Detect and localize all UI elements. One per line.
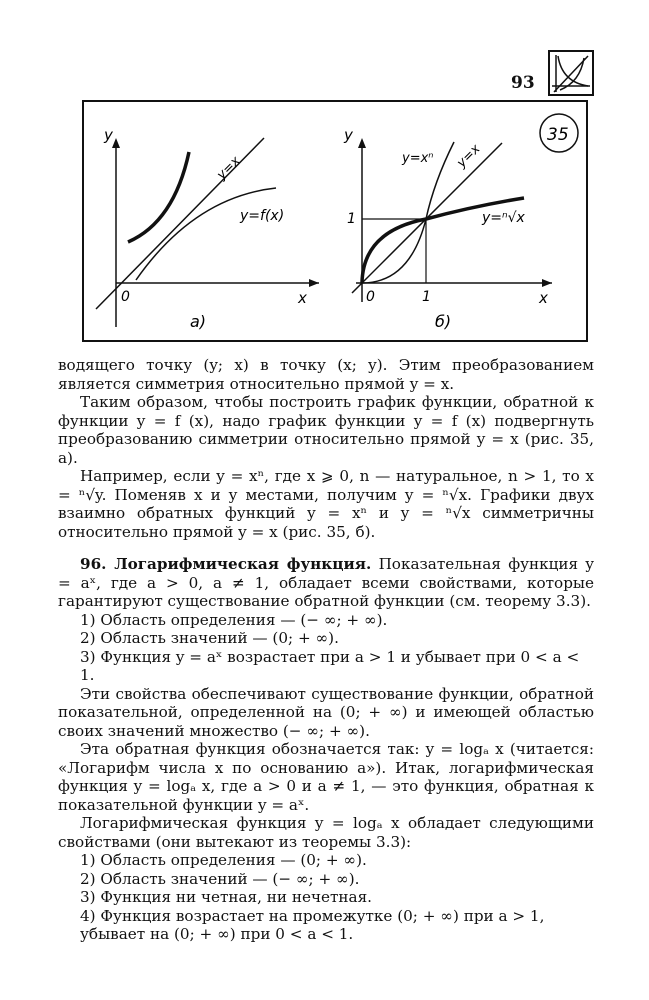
list1-item: 3) Функция y = aˣ возрастает при a > 1 и убывает при 0 < a < 1.: [80, 647, 580, 684]
section-96-intro: [58, 555, 594, 611]
panel-b-axis-x-label: x: [539, 289, 548, 307]
paragraph-log-properties-intro: Логарифмическая функция y = logₐ x обладает следующими свойствами (они вытекают из теоремы 3.3):: [58, 814, 594, 851]
paragraph-log-definition: Эта обратная функция обозначается так: y = logₐ x (читается: «Логарифм числа x по основанию a»). Итак, логарифмическая функция y = logₐ x, где a > 0 и a ≠ 1, — это функция, обратная к показательной функции y = aˣ.: [58, 740, 594, 814]
paragraph-continuation: водящего точку (y; x) в точку (x; y). Этим преобразованием является симметрия относительно прямой y = x.: [58, 356, 594, 393]
panel-b-line-label: y=x: [454, 141, 484, 171]
panel-a-line-label: y=x: [214, 153, 244, 183]
panel-b-root-label: y=ⁿ√x: [482, 210, 525, 226]
panel-a-axis-y-label: y: [104, 126, 113, 144]
list2-item: 4) Функция возрастает на промежутке (0; + ∞) при a > 1, убывает на (0; + ∞) при 0 < a < 1.: [80, 906, 545, 943]
panel-a-curve-label: y=f(x): [240, 208, 285, 224]
section-intro-text: Показательная функция y = aˣ, где a > 0, a ≠ 1, обладает всеми свойствами, которые гарантируют существование обратной функции (см. теорему 3.3).: [58, 555, 595, 610]
panel-b-axis-y-label: y: [344, 126, 353, 144]
list1-item: 1) Область определения — (− ∞; + ∞).: [80, 610, 388, 629]
panel-a-caption: а): [190, 312, 207, 331]
figure-35: [82, 100, 588, 342]
paragraph-example: Например, если y = xⁿ, где x ⩾ 0, n — натуральное, n > 1, то x = ⁿ√y. Поменяв x и y местами, получим y = ⁿ√x. Графики двух взаимно обратных функций y = xⁿ и y = ⁿ√x симметричны относительно прямой y = x (рис. 35, б).: [58, 467, 594, 541]
panel-b-tick-y-label: 1: [347, 211, 356, 227]
list2-item: 2) Область значений — (− ∞; + ∞).: [80, 869, 360, 888]
page-body-text: [58, 356, 594, 944]
panel-a-axis-x-label: x: [298, 289, 307, 307]
panel-b-tick-x-label: 1: [422, 289, 431, 305]
paragraph-symmetry-rule: Таким образом, чтобы построить график функции, обратной к функции y = f (x), надо график функции y = f (x) подвергнуть преобразованию симметрии относительно прямой y = x (рис. 35, а).: [58, 393, 594, 467]
section-title: 96. Логарифмическая функция.: [80, 555, 372, 573]
figure-number-badge: 35: [547, 125, 569, 145]
list2-item: 3) Функция ни четная, ни нечетная.: [80, 888, 372, 906]
panel-b-caption: б): [435, 312, 452, 331]
panel-a-graph: [96, 126, 319, 331]
graph-emblem-icon: [548, 50, 594, 96]
paragraph-properties-existence: Эти свойства обеспечивают существование функции, обратной показательной, определенной на (0; + ∞) и имеющей областью своих значений множество (− ∞; + ∞).: [58, 684, 594, 740]
list1-item: 2) Область значений — (0; + ∞).: [80, 629, 339, 647]
panel-b-power-label: y=xⁿ: [402, 151, 434, 166]
panel-b-origin-label: 0: [366, 289, 375, 305]
list2-item: 1) Область определения — (0; + ∞).: [80, 851, 367, 869]
panel-b-graph: [343, 126, 552, 331]
page-number: 93: [511, 73, 535, 93]
panel-a-origin-label: 0: [121, 289, 130, 305]
